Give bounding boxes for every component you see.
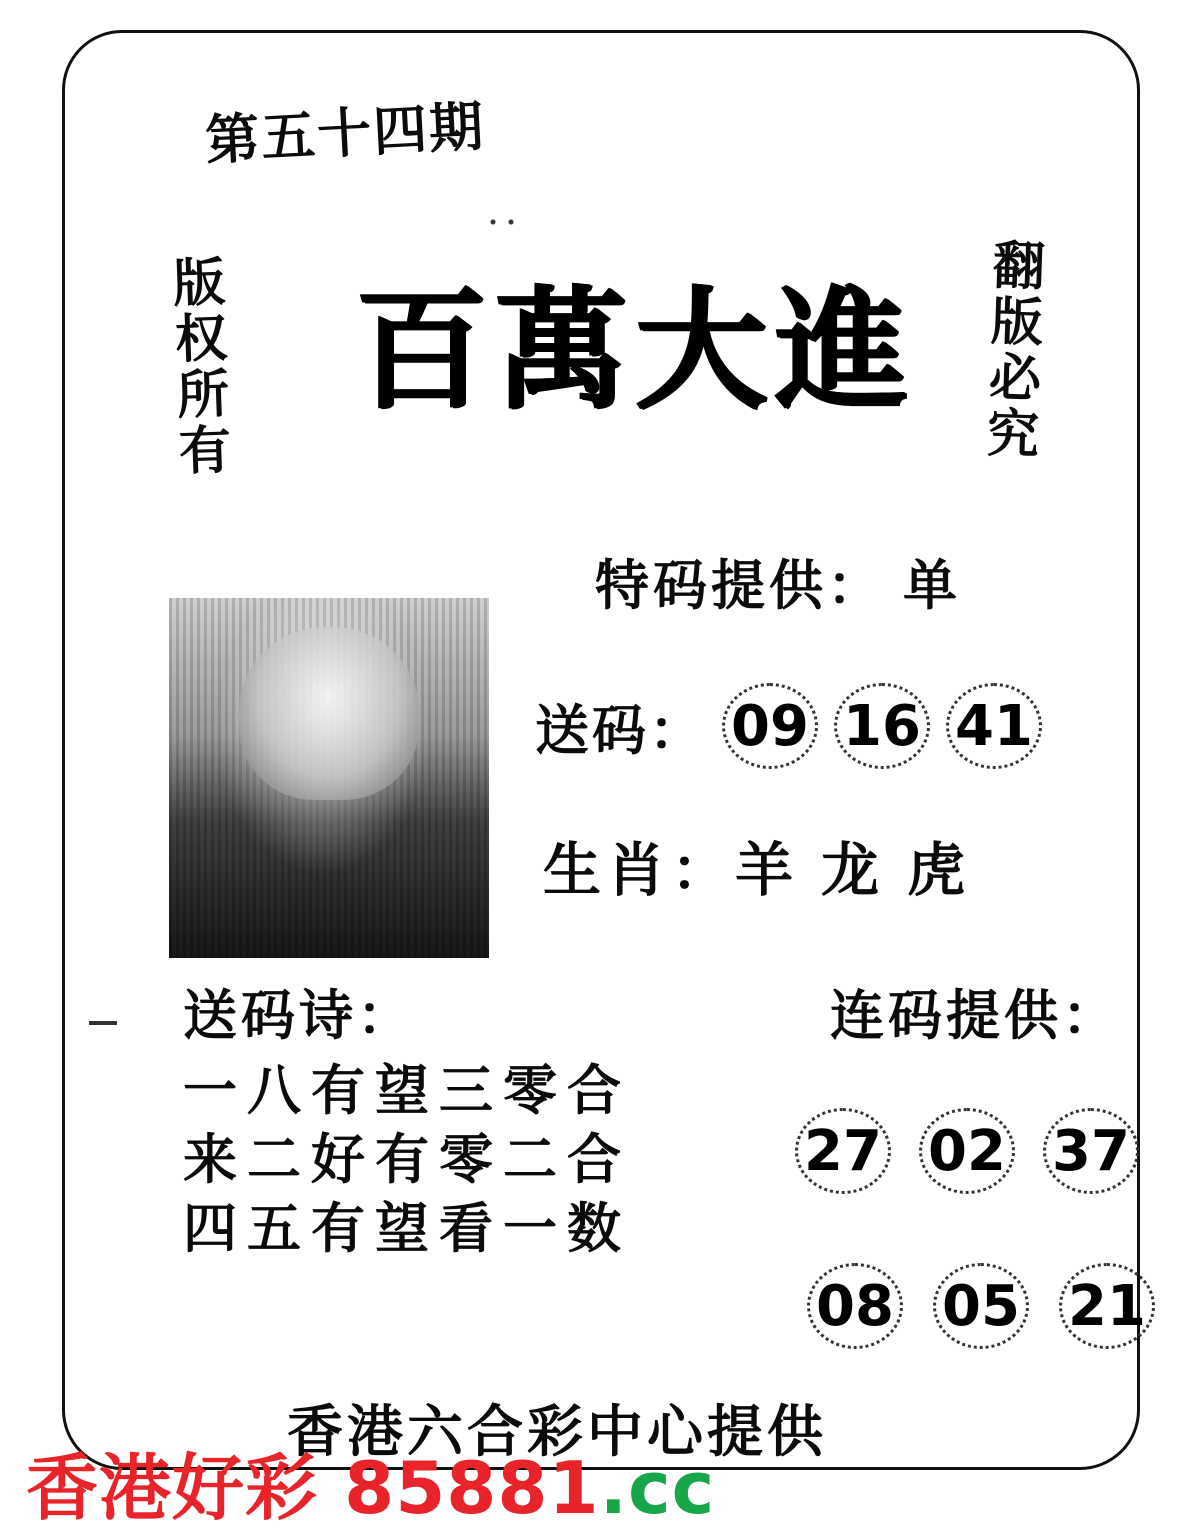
zodiac-item: 虎 bbox=[907, 836, 972, 904]
send-code-ball: 41 bbox=[946, 683, 1042, 769]
copyright-right-text: 翻版必究 bbox=[976, 237, 1046, 464]
poem-line: 来二好有零二合 bbox=[183, 1127, 631, 1192]
lianma-ball: 21 bbox=[1059, 1263, 1155, 1349]
watermark-brand: 香港好彩 bbox=[26, 1446, 319, 1530]
zodiac-item: 龙 bbox=[821, 836, 886, 904]
site-watermark bbox=[26, 1430, 715, 1534]
lianma-title: 连码提供： bbox=[830, 983, 1120, 1047]
lianma-ball: 27 bbox=[795, 1108, 891, 1194]
special-code-label: 特码提供： bbox=[595, 553, 885, 617]
portrait-photo bbox=[169, 598, 489, 958]
send-code-ball: 09 bbox=[722, 683, 818, 769]
provider-footer: 香港六合彩中心提供 bbox=[287, 1399, 827, 1465]
lianma-row-second bbox=[807, 1263, 1155, 1349]
poem-line: 四五有望看一数 bbox=[183, 1196, 631, 1261]
watermark-domain-suffix: .cc bbox=[599, 1446, 716, 1530]
poem-line: 一八有望三零合 bbox=[183, 1058, 631, 1122]
special-code-value: 单 bbox=[903, 553, 961, 617]
copyright-left-text: 版权所有 bbox=[162, 253, 232, 480]
send-code-label: 送码： bbox=[535, 697, 706, 762]
send-code-ball: 16 bbox=[834, 683, 930, 769]
send-code-row bbox=[535, 683, 1042, 769]
zodiac-row bbox=[543, 823, 993, 907]
issue-number: 第五十四期 bbox=[203, 93, 487, 173]
lianma-ball: 08 bbox=[807, 1263, 903, 1349]
lianma-ball: 37 bbox=[1043, 1108, 1139, 1194]
scan-artifact-mark bbox=[89, 1021, 117, 1025]
poem-block bbox=[183, 973, 631, 1263]
lianma-row-first bbox=[795, 1108, 1139, 1194]
lottery-poster-card bbox=[62, 30, 1146, 1470]
lianma-ball: 05 bbox=[933, 1263, 1029, 1349]
lianma-ball: 02 bbox=[919, 1108, 1015, 1194]
zodiac-item: 羊 bbox=[735, 836, 800, 904]
page-title: 百萬大進 bbox=[355, 273, 915, 428]
watermark-number: 85881 bbox=[344, 1446, 600, 1530]
zodiac-label: 生肖： bbox=[543, 836, 736, 904]
special-code-line bbox=[595, 543, 961, 620]
poem-title: 送码诗： bbox=[183, 983, 415, 1047]
scan-artifact-dots bbox=[489, 219, 517, 225]
